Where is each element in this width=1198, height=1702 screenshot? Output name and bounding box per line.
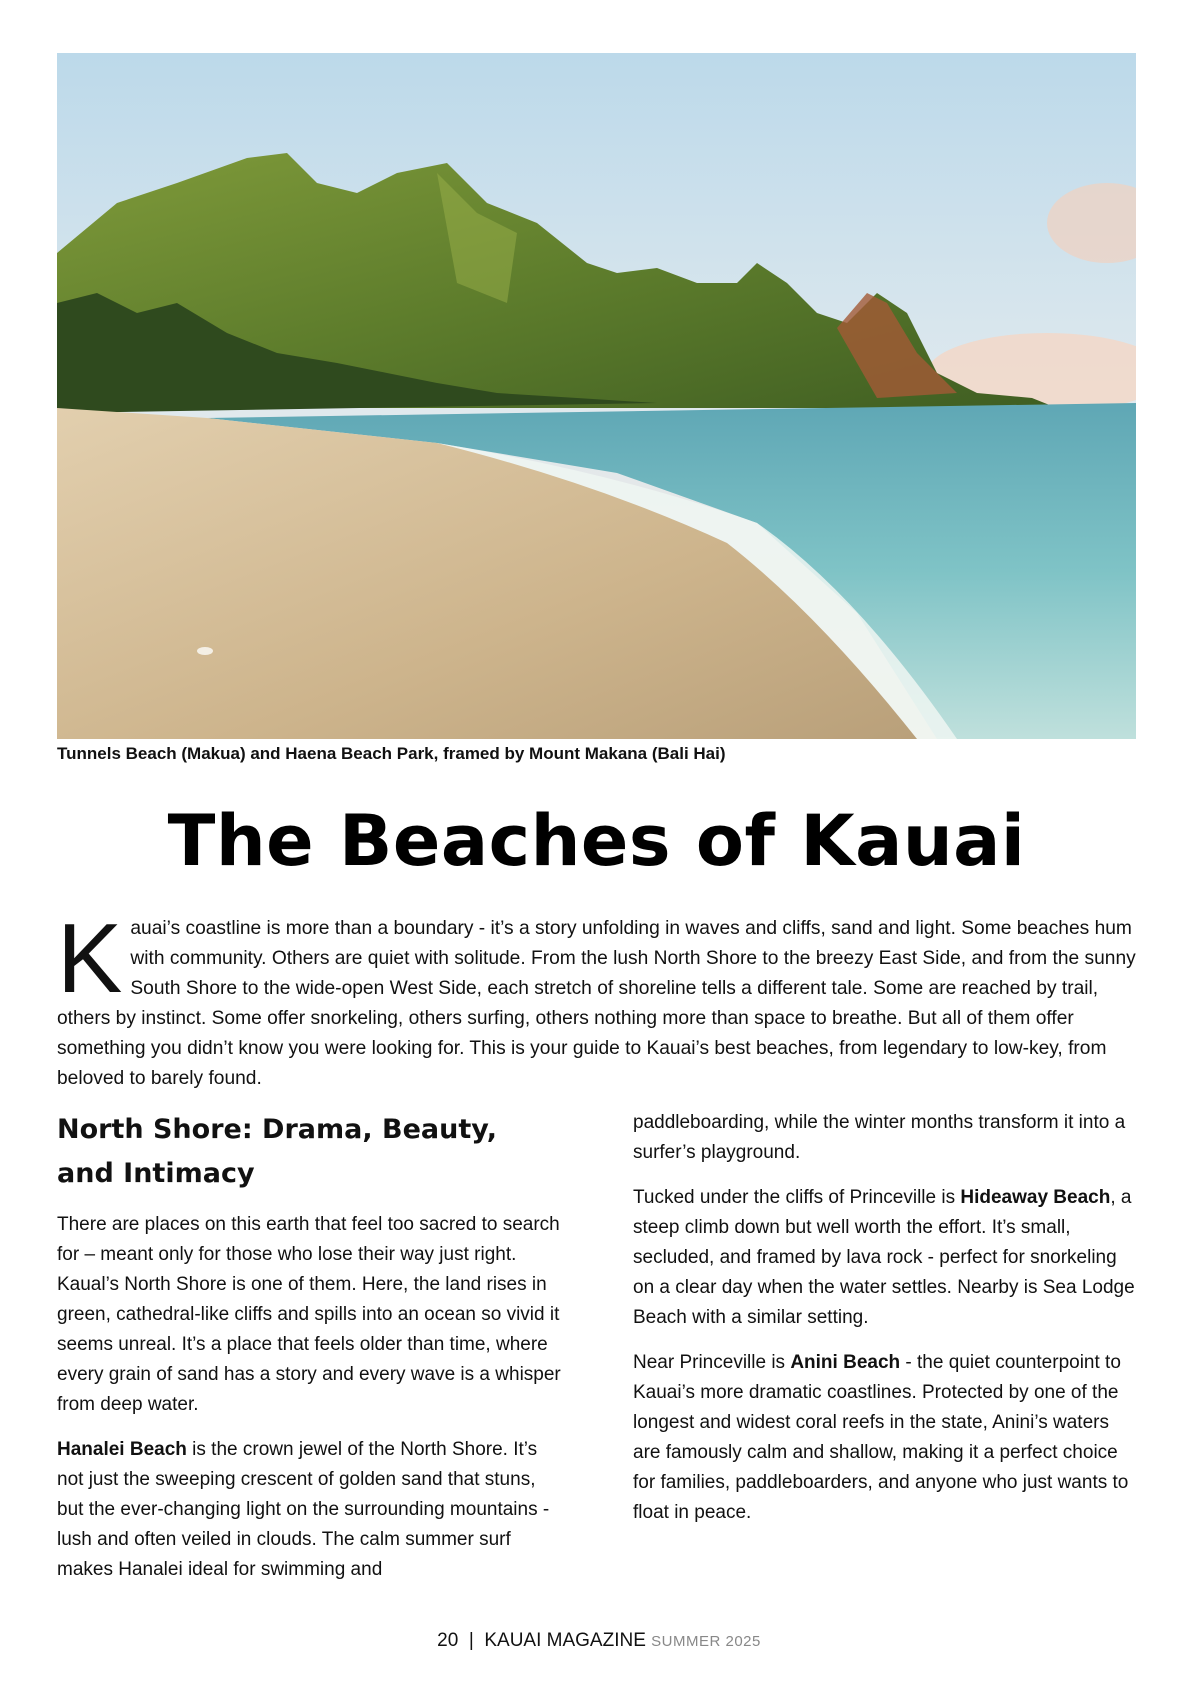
article-title: The Beaches of Kauai: [167, 800, 1026, 882]
body-paragraph-2: [57, 1435, 562, 1585]
paragraph-text: , a steep climb down but well worth the effort. It’s small, secluded, and framed by lava rock - perfect for snorkeling on a clear day when the water settles. Nearby is Sea Lodge Beach with a similar setting.: [633, 1187, 1135, 1328]
intro-paragraph: [57, 903, 1136, 1094]
body-paragraph-5: [633, 1348, 1138, 1528]
heading-line-2: and Intimacy: [57, 1158, 255, 1189]
body-paragraph-1: There are places on this earth that feel too sacred to search for – meant only for those who lose their way just right. Kaual’s North Shore is one of them. Here, the land rises in green, cathedral-like cliffs and spills into an ocean so vivid it seems unreal. It’s a place that feels older than time, where every grain of sand has a story and every wave is a whisper from deep water.: [57, 1214, 561, 1415]
section-heading-north-shore: [57, 1108, 562, 1196]
intro-text: auai’s coastline is more than a boundary - it’s a story unfolding in waves and cliffs, sand and light. Some beaches hum with community. Others are quiet with solitude. From the lush North Shore to the breezy East Side, and from the sunny South Shore to the wide-open West Side, each stretch of shoreline tells a different tale. Some are reached by trail, others by instinct. Some offer snorkeling, others surfing, others nothing more than space to breathe. But all of them offer something you didn’t know you were looking for. This is your guide to Kauai’s best beaches, from legendary to low-key, from beloved to barely found.: [57, 918, 1136, 1089]
hero-photo: [57, 53, 1136, 739]
body-paragraph-3: paddleboarding, while the winter months transform it into a surfer’s playground.: [633, 1112, 1126, 1163]
left-column: [57, 1108, 562, 1600]
body-paragraph-4: [633, 1183, 1138, 1333]
issue-label: SUMMER 2025: [651, 1633, 761, 1650]
beach-mountain-photo: [57, 53, 1136, 739]
beach-name-hideaway: Hideaway Beach: [960, 1187, 1111, 1208]
paragraph-text: Tucked under the cliffs of Princeville is: [633, 1187, 961, 1208]
footer-separator: |: [468, 1630, 474, 1651]
paragraph-text: is the crown jewel of the North Shore. It’s not just the sweeping crescent of golden sand that stuns, but the ever-changing light on the surrounding mountains - lush and often veiled in clouds. The calm summer surf makes Hanalei ideal for swimming and: [57, 1439, 550, 1580]
drop-cap: K: [57, 903, 123, 1013]
magazine-name: KAUAI MAGAZINE: [484, 1630, 646, 1651]
beach-name-hanalei: Hanalei Beach: [57, 1439, 187, 1460]
photo-caption: Tunnels Beach (Makua) and Haena Beach Park, framed by Mount Makana (Bali Hai): [57, 744, 726, 763]
heading-line-1: North Shore: Drama, Beauty,: [57, 1114, 497, 1145]
page-footer: [0, 1630, 1198, 1652]
beach-name-anini: Anini Beach: [790, 1352, 901, 1373]
right-column: [633, 1108, 1138, 1543]
paragraph-text: Near Princeville is: [633, 1352, 791, 1373]
paragraph-text: - the quiet counterpoint to Kauai’s more dramatic coastlines. Protected by one of the longest and widest coral reefs in the state, Anini’s waters are famously calm and shallow, making it a perfect choice for families, paddleboarders, and anyone who just wants to float in peace.: [633, 1352, 1129, 1523]
page-number: 20: [437, 1630, 459, 1651]
